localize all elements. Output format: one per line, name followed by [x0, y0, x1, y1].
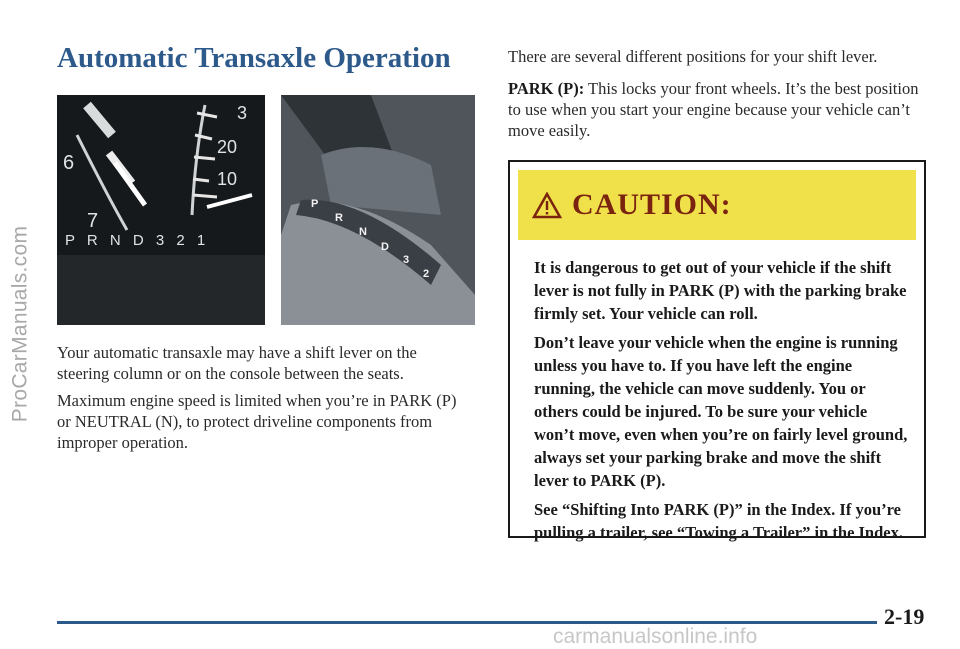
shift-lever-location-text: Your automatic transaxle may have a shift lever on the steering column or on the console between the seats.: [57, 343, 417, 383]
caution-paragraph: It is dangerous to get out of your vehicle if the shift lever is not fully in PARK (P) with the parking brake firmly set. Your vehicle can roll.: [534, 258, 907, 323]
caution-paragraph: See “Shifting Into PARK (P)” in the Index. If you’re pulling a trailer, see “Towing a Trailer” in the Index.: [534, 500, 903, 542]
page-title: Automatic Transaxle Operation: [57, 42, 451, 74]
gauge-number: 6: [63, 152, 75, 174]
footer-watermark: carmanualsonline.info: [553, 625, 758, 648]
console-shifter-photo: [281, 95, 475, 325]
caution-paragraph: Don’t leave your vehicle when the engine is running unless you have to. If you have left the engine running, the vehicle can move suddenly. You or others could be injured. To be sure your vehicle won’t move, even when you’re on fairly level ground, always set your parking brake and move the shift lever to PARK (P).: [534, 333, 908, 490]
caution-header: [518, 170, 916, 240]
instrument-cluster-illustration: [57, 95, 265, 325]
gate-letter: 3: [403, 254, 410, 266]
gauge-number: 3: [237, 103, 248, 123]
engine-speed-limit-text: Maximum engine speed is limited when you’re in PARK (P) or NEUTRAL (N), to protect driveline components from improper operation.: [57, 391, 457, 452]
instrument-cluster-photo: [57, 95, 265, 325]
footer-rule: [57, 621, 877, 624]
gate-letter: 2: [423, 268, 430, 280]
prnd-label: P R N D 3 2 1: [65, 232, 210, 249]
park-description: [508, 78, 928, 141]
gate-letter: P: [311, 198, 319, 210]
gauge-number: 7: [87, 210, 99, 232]
gate-letter: D: [381, 241, 389, 253]
warning-triangle-icon: [532, 192, 562, 219]
gate-letter: R: [335, 212, 343, 224]
side-watermark: [0, 0, 40, 648]
caution-box: [508, 160, 926, 542]
caution-body: [534, 256, 910, 550]
park-label: PARK (P):: [508, 79, 585, 98]
console-shifter-illustration: [281, 95, 475, 325]
gauge-number: 10: [217, 169, 238, 189]
gate-letter: N: [359, 226, 367, 238]
shift-positions-intro: There are several different positions for your shift lever.: [508, 47, 878, 66]
gauge-number: 20: [217, 137, 238, 157]
park-text: This locks your front wheels. It’s the best position to use when you start your engine because your vehicle can’t move easily.: [508, 79, 919, 140]
page-number: 2-19: [884, 604, 925, 629]
side-watermark-text: ProCarManuals.com: [8, 225, 31, 423]
caution-label: CAUTION:: [572, 188, 732, 221]
